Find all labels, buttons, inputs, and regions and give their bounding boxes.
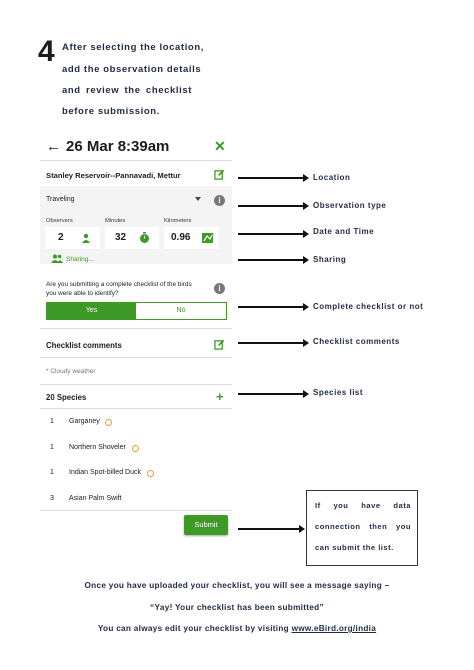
checklist-comments-title: Checklist comments	[46, 341, 122, 350]
comments-arrow	[238, 342, 304, 344]
step-text-line-2: add the observation details	[62, 64, 202, 75]
species-count: 1	[50, 469, 54, 476]
date-time-arrow	[238, 233, 304, 235]
observers-value: 2	[58, 232, 64, 243]
species-name[interactable]: Asian Palm Swift	[69, 495, 122, 502]
section-divider	[40, 384, 232, 385]
back-arrow-icon[interactable]: ←	[46, 138, 61, 155]
step-text-line-1: After selecting the location,	[62, 42, 204, 53]
map-icon	[202, 233, 213, 243]
comments-callout: Checklist comments	[313, 337, 400, 346]
ebird-link[interactable]: www.eBird.org/india	[291, 624, 377, 633]
yes-button[interactable]: Yes	[47, 303, 136, 319]
observation-type-select[interactable]: Traveling	[46, 196, 75, 203]
checklist-date-title: 26 Mar 8:39am	[66, 138, 170, 155]
kilometers-label: Kilometers	[164, 218, 192, 224]
submit-button[interactable]: Submit	[184, 515, 228, 535]
submit-arrow	[238, 528, 300, 530]
minutes-label: Minutes	[105, 218, 126, 224]
complete-arrow	[238, 306, 304, 308]
add-species-icon[interactable]: +	[216, 389, 224, 404]
sharing-arrow	[238, 259, 304, 261]
footer-line-1: Once you have uploaded your checklist, you will see a message saying –	[84, 581, 390, 590]
section-divider	[40, 357, 232, 358]
species-callout: Species list	[313, 388, 364, 397]
info-icon[interactable]: i	[214, 283, 225, 294]
location-name: Stanley Reservoir--Pannavadi, Mettur	[46, 171, 181, 180]
complete-callout: Complete checklist or not	[313, 302, 424, 311]
complete-checklist-question: Are you submitting a complete checklist of the birds you were able to identify?	[46, 281, 192, 297]
edit-location-icon[interactable]	[214, 169, 225, 180]
rare-species-icon	[132, 445, 139, 452]
info-line-1: If you have data	[315, 501, 411, 510]
timer-icon	[139, 232, 150, 244]
location-arrow	[238, 177, 304, 179]
info-icon[interactable]: i	[214, 195, 225, 206]
date-time-callout: Date and Time	[313, 227, 375, 236]
section-divider	[40, 328, 232, 329]
species-name[interactable]: Northern Shoveler	[69, 444, 126, 451]
rare-species-icon	[105, 419, 112, 426]
step-number: 4	[38, 35, 55, 68]
footer-line-2: “Yay! Your checklist has been submitted”	[150, 603, 324, 612]
person-icon	[81, 233, 91, 243]
step-text-line-3: and review the checklist	[62, 85, 192, 96]
observers-field[interactable]	[46, 227, 100, 249]
info-line-2: connection then you	[315, 522, 411, 531]
checklist-comments-text[interactable]: * Cloudy weather	[46, 368, 96, 375]
rare-species-icon	[147, 470, 154, 477]
species-name[interactable]: Indian Spot-billed Duck	[69, 469, 141, 476]
minutes-value: 32	[115, 232, 127, 243]
location-callout: Location	[313, 173, 351, 182]
section-divider	[40, 510, 232, 511]
species-count: 3	[50, 495, 54, 502]
sharing-callout: Sharing	[313, 255, 347, 264]
kilometers-field[interactable]	[164, 227, 218, 249]
group-icon	[51, 254, 63, 263]
step-text-line-4: before submission.	[62, 106, 160, 117]
observers-label: Observers	[46, 218, 73, 224]
edit-comments-icon[interactable]	[214, 339, 225, 350]
sharing-link[interactable]: Sharing...	[66, 256, 94, 263]
observation-type-arrow	[238, 205, 304, 207]
info-line-3: can submit the list.	[315, 543, 394, 552]
close-icon[interactable]: ✕	[214, 138, 226, 154]
species-count: 1	[50, 418, 54, 425]
footer-line-3	[0, 624, 474, 633]
header-divider	[40, 160, 232, 161]
no-button[interactable]: No	[176, 307, 186, 314]
footer-line-3-text: You can always edit your checklist by visiting	[97, 624, 292, 633]
species-arrow	[238, 393, 304, 395]
chevron-down-icon[interactable]	[195, 197, 201, 201]
complete-toggle	[46, 302, 227, 320]
observation-type-callout: Observation type	[313, 201, 387, 210]
submit-info-box	[306, 490, 418, 566]
section-divider	[40, 408, 232, 409]
species-count: 1	[50, 444, 54, 451]
species-name[interactable]: Garganey	[69, 418, 100, 425]
species-count-title: 20 Species	[46, 393, 87, 402]
kilometers-value: 0.96	[171, 232, 191, 243]
minutes-field[interactable]	[105, 227, 159, 249]
